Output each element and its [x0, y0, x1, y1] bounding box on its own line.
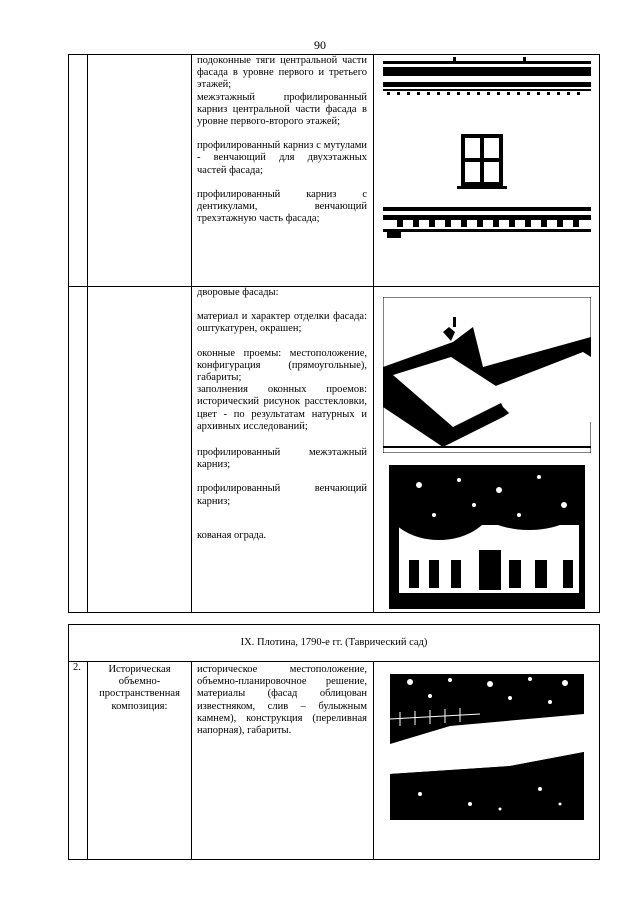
section-header-row	[69, 625, 600, 662]
list-item: профилированный межэтажный карниз;	[197, 447, 367, 471]
table-row	[69, 287, 600, 613]
list-item: подоконные тяги центральной части фасада в уровне первого и третьего этажей;	[197, 55, 367, 91]
photo-cell	[374, 55, 600, 287]
section-table	[68, 624, 600, 860]
row-category: Историческая объемно-пространственная композиция:	[88, 662, 192, 860]
list-item: профилированный карниз с дентикулами, венчающий трехэтажную часть фасада;	[197, 188, 367, 225]
row-description: историческое местоположение, объемно-планировочное решение, материалы (фасад облицован известняком, слив – булыжным камнем), конструкция (переливная напорная), габариты.	[197, 664, 367, 737]
photo-cell	[374, 662, 600, 860]
row-number: 2.	[69, 662, 88, 860]
courtyard-photo	[389, 465, 585, 609]
list-item: материал и характер отделки фасада: оштукатурен, окрашен;	[197, 311, 367, 335]
category-cell	[88, 287, 192, 613]
list-item: профилированный венчающий карниз;	[197, 483, 367, 507]
list-item: оконные проемы: местоположение, конфигурация (прямоугольные), габариты;	[197, 347, 367, 384]
roof-photo	[383, 297, 591, 453]
facade-photo	[383, 57, 591, 247]
description-cell	[192, 662, 374, 860]
page-number: 90	[314, 38, 326, 52]
list-item: заполнения оконных проемов: исторический рисунок расстекловки, цвет - по результатам натурных и архивных исследований;	[197, 384, 367, 432]
photo-cell	[374, 287, 600, 613]
dam-photo	[390, 674, 584, 820]
list-item: межэтажный профилированный карниз центральной части фасада в уровне первого-второго этажей;	[197, 91, 367, 128]
table-row	[69, 55, 600, 287]
list-item: профилированный карниз с мутулами - венчающий для двухэтажных частей фасада;	[197, 140, 367, 176]
description-cell	[192, 55, 374, 287]
section-title: IX. Плотина, 1790-е гг. (Таврический сад)	[69, 625, 600, 662]
list-item: кованая ограда.	[197, 529, 267, 541]
number-cell	[69, 55, 88, 287]
table-row	[69, 662, 600, 860]
list-item: дворовые фасады:	[197, 287, 279, 298]
number-cell	[69, 287, 88, 613]
description-cell	[192, 287, 374, 613]
protected-features-table	[68, 54, 600, 613]
category-cell	[88, 55, 192, 287]
